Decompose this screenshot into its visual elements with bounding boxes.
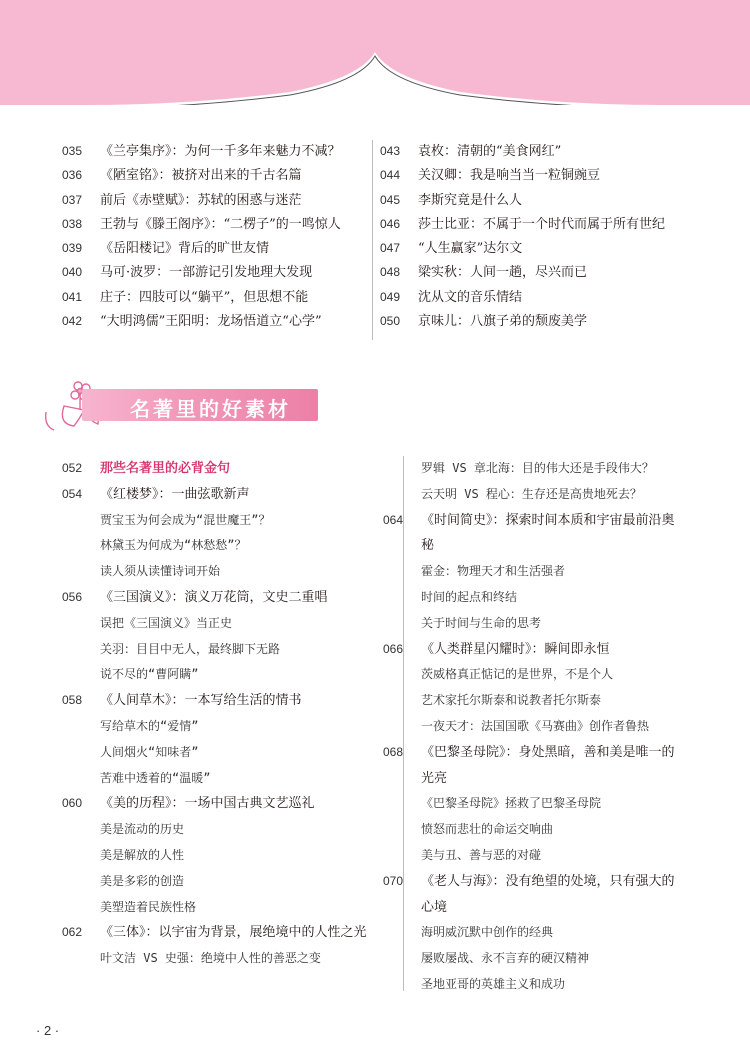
toc-page-number: 040: [62, 265, 83, 280]
toc-page-number: 045: [380, 192, 401, 207]
toc-subtitle: 《巴黎圣母院》拯救了巴黎圣母院: [421, 796, 602, 811]
toc-title: 庄子：四肢可以“躺平”，但思想不能: [100, 289, 309, 305]
toc-title: 京味儿：八旗子弟的颓废美学: [418, 314, 588, 330]
toc-subtitle: 美塑造着民族性格: [100, 899, 197, 914]
toc-title: 《时间简史》：探索时间本质和宇宙最前沿奥秘: [421, 512, 675, 554]
toc-subtitle: 关于时间与生命的思考: [421, 615, 542, 630]
toc-subtitle: 林黛玉为何成为“林愁愁”？: [100, 538, 247, 553]
toc-subtitle: 说不尽的“曹阿瞒”: [100, 667, 199, 682]
toc-entry[interactable]: [62, 920, 372, 946]
section-title: 名著里的好素材: [130, 397, 291, 421]
toc-title: 前后《赤壁赋》：苏轼的困惑与迷茫: [100, 192, 302, 208]
toc-title: 《三国演义》：演义万花筒，文史二重唱: [100, 589, 328, 605]
toc-subentry[interactable]: [62, 508, 372, 534]
toc-subentry[interactable]: [62, 611, 372, 637]
toc-entry[interactable]: [62, 482, 372, 508]
toc-entry[interactable]: [62, 261, 362, 285]
toc-entry[interactable]: [380, 286, 680, 310]
toc-title: 《兰亭集序》：为何一千多年来魅力不减？: [100, 144, 341, 159]
toc-subtitle: 读人须从读懂诗词开始: [100, 564, 221, 579]
toc-title: 《人间草木》：一本写给生活的情书: [100, 693, 302, 709]
toc-subtitle: 艺术家托尔斯泰和说教者托尔斯泰: [421, 693, 602, 708]
toc-subentry[interactable]: [383, 662, 683, 688]
toc-subentry[interactable]: [62, 740, 372, 766]
toc-subentry[interactable]: [62, 869, 372, 895]
toc-entry[interactable]: [380, 237, 680, 261]
toc-subtitle: 叶文洁 VS 史强：绝境中人性的善恶之变: [100, 951, 321, 966]
toc-entry[interactable]: [380, 164, 680, 188]
toc-entry[interactable]: [62, 688, 372, 714]
toc-title: 《巴黎圣母院》：身处黑暗，善和美是唯一的光亮: [421, 744, 675, 786]
toc-entry[interactable]: [62, 164, 362, 188]
toc-subentry[interactable]: [383, 920, 683, 946]
toc-page-number: 046: [380, 216, 401, 231]
toc-entry[interactable]: [383, 740, 683, 792]
toc-subtitle: 写给草木的“爱情”: [100, 718, 199, 733]
toc-subentry[interactable]: [62, 559, 372, 585]
toc-title: “人生赢家”达尔文: [418, 241, 523, 257]
toc-entry[interactable]: [383, 508, 683, 560]
toc-subentry[interactable]: [62, 662, 372, 688]
toc-title: 《红楼梦》：一曲弦歌新声: [100, 486, 250, 502]
toc-page-number: 038: [62, 216, 83, 231]
toc-page-number: 052: [62, 461, 83, 475]
toc-entry[interactable]: [380, 213, 680, 237]
toc-subtitle: 美是多彩的创造: [100, 873, 185, 888]
toc-subentry[interactable]: [383, 972, 683, 998]
toc-entry[interactable]: [62, 140, 362, 164]
toc-title: “大明鸿儒”王阳明：龙场悟道立“心学”: [100, 314, 322, 330]
toc-title: 《美的历程》：一场中国古典文艺巡礼: [100, 796, 315, 812]
toc-subentry[interactable]: [62, 533, 372, 559]
toc-subentry[interactable]: [62, 946, 372, 972]
column-divider: [372, 140, 373, 340]
toc-page-number: 054: [62, 486, 83, 501]
toc-page-number: 050: [380, 314, 401, 329]
toc-entry[interactable]: [62, 213, 362, 237]
toc-page-number: 058: [62, 693, 83, 708]
toc-page-number: 039: [62, 241, 83, 256]
toc-entry[interactable]: [62, 237, 362, 261]
toc-subtitle: 一夜天才：法国国歌《马赛曲》创作者鲁热: [421, 718, 650, 733]
toc-page-number: 047: [380, 241, 401, 256]
toc-title: 《三体》：以宇宙为背景，展绝境中的人性之光: [100, 925, 367, 941]
toc-entry[interactable]: [380, 189, 680, 213]
toc-title: 关汉卿：我是响当当一粒铜豌豆: [418, 168, 601, 184]
toc-subentry[interactable]: [383, 585, 683, 611]
toc-subentry[interactable]: [383, 791, 683, 817]
toc-subtitle: 愤怒而悲壮的命运交响曲: [421, 822, 554, 837]
toc-title: 沈从文的音乐情结: [418, 289, 523, 305]
toc-page-number: 049: [380, 289, 401, 304]
toc-page-number: 048: [380, 265, 401, 280]
toc-entry[interactable]: [380, 140, 680, 164]
toc-title: 《老人与海》：没有绝望的处境，只有强大的心境: [421, 873, 675, 915]
toc-page-number: 068: [383, 744, 404, 759]
toc-page-number: 066: [383, 641, 404, 656]
toc-subentry[interactable]: [383, 611, 683, 637]
toc-title: 《岳阳楼记》背后的旷世友情: [100, 241, 270, 257]
toc-subtitle: 屡败屡战、永不言弃的硬汉精神: [421, 951, 590, 966]
toc-page-number: 064: [383, 512, 404, 527]
toc-page-number: 043: [380, 144, 401, 158]
toc-subtitle: 茨威格真正惦记的是世界，不是个人: [421, 667, 614, 682]
toc-subtitle: 海明威沉默中创作的经典: [421, 925, 554, 940]
toc-bottom-left-column: [62, 456, 372, 972]
toc-subtitle: 美是流动的历史: [100, 822, 185, 837]
toc-page-number: 041: [62, 289, 83, 304]
toc-subentry[interactable]: [383, 456, 683, 482]
toc-subtitle: 时间的起点和终结: [421, 589, 518, 604]
toc-page-number: 042: [62, 314, 83, 329]
toc-entry[interactable]: [62, 585, 372, 611]
toc-subtitle: 人间烟火“知味者”: [100, 744, 199, 759]
toc-title: 李斯究竟是什么人: [418, 192, 523, 208]
toc-entry[interactable]: [380, 261, 680, 285]
toc-page-number: 056: [62, 589, 83, 604]
toc-subentry[interactable]: [62, 637, 372, 663]
toc-page-number: 035: [62, 144, 83, 158]
toc-subentry[interactable]: [62, 817, 372, 843]
page-number: · 2 ·: [36, 1023, 60, 1038]
toc-title: 那些名著里的必背金句: [100, 461, 231, 476]
toc-top-left-column: [62, 140, 362, 334]
toc-page-number: 060: [62, 796, 83, 811]
toc-subentry[interactable]: [383, 714, 683, 740]
toc-title: 《人类群星闪耀时》：瞬间即永恒: [421, 641, 610, 657]
toc-entry[interactable]: [383, 869, 683, 921]
toc-entry[interactable]: [380, 310, 680, 334]
toc-page-number: 036: [62, 168, 83, 183]
toc-subentry[interactable]: [383, 688, 683, 714]
toc-title: 《陋室铭》：被挤对出来的千古名篇: [100, 168, 302, 184]
toc-subtitle: 美与丑、善与恶的对碰: [421, 847, 542, 862]
toc-subentry[interactable]: [383, 946, 683, 972]
toc-subentry[interactable]: [62, 843, 372, 869]
toc-page-number: 044: [380, 168, 401, 183]
toc-subtitle: 罗辑 VS 章北海：目的伟大还是手段伟大？: [421, 461, 654, 475]
toc-page-number: 062: [62, 925, 83, 940]
toc-entry[interactable]: [62, 456, 372, 482]
toc-subentry[interactable]: [62, 895, 372, 921]
toc-title: 王勃与《滕王阁序》：“二楞子”的一鸣惊人: [100, 216, 341, 232]
toc-subentry[interactable]: [383, 817, 683, 843]
toc-subtitle: 误把《三国演义》当正史: [100, 615, 233, 630]
toc-subtitle: 圣地亚哥的英雄主义和成功: [421, 976, 566, 991]
toc-title: 马可·波罗：一部游记引发地理大发现: [100, 265, 313, 281]
toc-page-number: 037: [62, 192, 83, 207]
toc-title: 梁实秋：人间一趟，尽兴而已: [418, 265, 588, 281]
toc-subtitle: 贾宝玉为何会成为“混世魔王”？: [100, 512, 271, 527]
toc-bottom-right-column: [383, 456, 683, 998]
toc-entry[interactable]: [62, 310, 362, 334]
toc-subtitle: 关羽：目目中无人，最终脚下无路: [100, 641, 281, 656]
toc-title: 莎士比亚：不属于一个时代而属于所有世纪: [418, 216, 666, 232]
toc-subentry[interactable]: [383, 843, 683, 869]
toc-entry[interactable]: [62, 286, 362, 310]
toc-entry[interactable]: [62, 791, 372, 817]
toc-subentry[interactable]: [383, 482, 683, 508]
header-decoration: [0, 0, 750, 105]
toc-entry[interactable]: [383, 637, 683, 663]
toc-page-number: 070: [383, 873, 404, 888]
toc-subtitle: 霍金：物理天才和生活强者: [421, 564, 566, 579]
toc-subentry[interactable]: [62, 714, 372, 740]
toc-subentry[interactable]: [383, 559, 683, 585]
toc-subtitle: 苦难中透着的“温暖”: [100, 770, 211, 785]
toc-subtitle: 云天明 VS 程心：生存还是高贵地死去？: [421, 486, 642, 501]
toc-title: 袁枚：清朝的“美食网红”: [418, 144, 562, 159]
toc-subentry[interactable]: [62, 766, 372, 792]
toc-entry[interactable]: [62, 189, 362, 213]
toc-subtitle: 美是解放的人性: [100, 847, 185, 862]
toc-top-right-column: [380, 140, 680, 334]
